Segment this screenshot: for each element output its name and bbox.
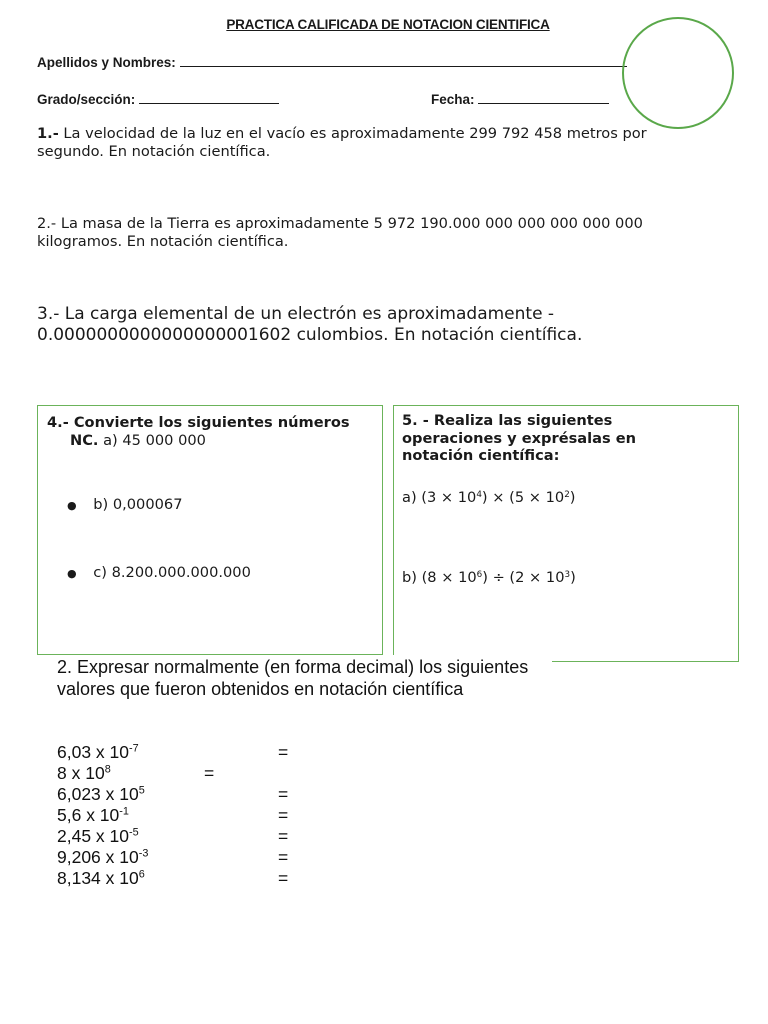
op-b-part-3: ) (570, 569, 576, 586)
exercise-2-item-2 (57, 763, 317, 784)
names-blank[interactable] (180, 53, 627, 67)
op-b-part-1: b) (8 × 10 (402, 569, 477, 586)
item-4-base: 5,6 x 10 (57, 805, 120, 825)
equals-4: = (278, 805, 289, 825)
box-5-title-text: 5. - Realiza las siguientes operaciones y exprésalas en notación científica: (402, 412, 637, 464)
op-a-exp-1: 4 (476, 490, 482, 501)
op-a-part-2: ) × (5 × 10 (481, 489, 565, 506)
names-field (37, 53, 627, 70)
item-7-exp: 6 (138, 868, 145, 881)
box-4-item-a: a) 45 000 000 (103, 432, 206, 449)
equals-7: = (278, 868, 289, 888)
document-title: PRACTICA CALIFICADA DE NOTACION CIENTIFICA (226, 17, 550, 32)
item-5-base: 2,45 x 10 (57, 826, 129, 846)
bullet-icon: ● (67, 499, 77, 512)
box-4-title-nc: NC. (70, 432, 99, 449)
box-5-op-b (402, 569, 576, 586)
item-2-base: 8 x 10 (57, 763, 105, 783)
question-2 (37, 215, 697, 251)
box-4-title (47, 414, 377, 432)
item-7-base: 8,134 x 10 (57, 868, 139, 888)
op-b-part-2: ) ÷ (2 × 10 (482, 569, 565, 586)
question-1-text: La velocidad de la luz en el vacío es aproximadamente 299 792 458 metros por segundo. En notación científica. (37, 125, 647, 160)
box-4-item-c: c) 8.200.000.000.000 (93, 564, 251, 581)
equals-3: = (278, 784, 289, 804)
box-5-op-a (402, 489, 575, 506)
exercise-2-title: 2. Expresar normalmente (en forma decimal) los siguientes valores que fueron obtenidos en notación científica (57, 657, 529, 699)
bullet-icon: ● (67, 567, 77, 580)
op-a-part-1: a) (3 × 10 (402, 489, 477, 506)
item-1-exp: -7 (129, 742, 139, 755)
equals-2: = (204, 763, 215, 783)
item-1-base: 6,03 x 10 (57, 742, 129, 762)
date-blank[interactable] (478, 90, 609, 104)
item-3-base: 6,023 x 10 (57, 784, 139, 804)
equals-6: = (278, 847, 289, 867)
box-4-item-b: b) 0,000067 (93, 496, 183, 513)
box-5-title (402, 412, 672, 465)
question-1 (37, 125, 687, 161)
question-2-number: 2.- (37, 215, 57, 232)
grade-blank[interactable] (139, 90, 279, 104)
date-label: Fecha: (431, 92, 475, 107)
grade-field (37, 90, 279, 107)
item-5-exp: -5 (129, 826, 139, 839)
question-3 (37, 304, 657, 346)
box-4-title-bold: 4.- Convierte los siguientes números (47, 414, 350, 431)
item-6-base: 9,206 x 10 (57, 847, 139, 867)
equals-1: = (278, 742, 289, 762)
question-1-number: 1.- (37, 125, 59, 142)
names-label: Apellidos y Nombres: (37, 55, 176, 70)
grade-circle (622, 17, 734, 129)
box-4-title-line2 (70, 432, 206, 450)
question-2-text: La masa de la Tierra es aproximadamente 5 972 190.000 000 000 000 000 000 kilogramos. En notación científica. (37, 215, 643, 250)
question-3-number: 3.- (37, 304, 60, 324)
date-field (431, 90, 609, 107)
box-4-item-c-row (67, 564, 251, 581)
op-a-exp-2: 2 (564, 490, 570, 501)
op-a-part-3: ) (569, 489, 576, 506)
item-6-exp: -3 (138, 847, 149, 860)
grade-label: Grado/sección: (37, 92, 136, 107)
item-4-exp: -1 (119, 805, 129, 818)
question-3-text: La carga elemental de un electrón es aproximadamente - 0.0000000000000000001602 culombios. En notación científica. (37, 304, 583, 345)
item-2-exp: 8 (104, 763, 111, 776)
op-b-exp-1: 6 (476, 570, 483, 581)
box-4-item-b-row (67, 496, 182, 513)
equals-5: = (278, 826, 289, 846)
item-3-exp: 5 (138, 784, 145, 797)
op-b-exp-2: 3 (564, 570, 571, 581)
